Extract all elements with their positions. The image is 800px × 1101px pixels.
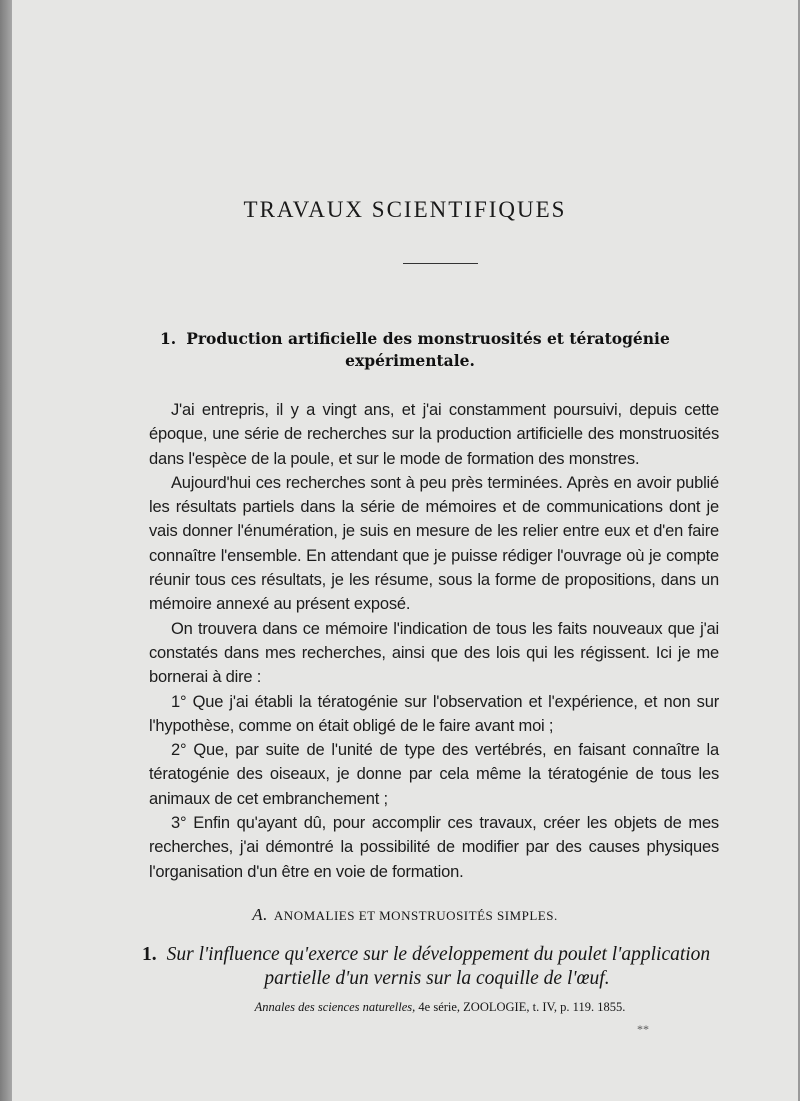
entry-citation bbox=[12, 1000, 798, 1015]
page-gutter-shadow bbox=[0, 0, 12, 1101]
document-page bbox=[12, 0, 798, 1101]
citation-journal: Annales des sciences naturelles, bbox=[254, 1000, 416, 1014]
paragraph: J'ai entrepris, il y a vingt ans, et j'ai constamment poursuivi, depuis cette époque, une série de recherches sur la production artificielle des monstruosités dans l'espèce de la poule, et sur le mode de formation des monstres. bbox=[149, 401, 719, 468]
subsection-letter: A. bbox=[252, 905, 268, 924]
section-number: 1. bbox=[160, 329, 177, 348]
subsection-label: ANOMALIES ET MONSTRUOSITÉS SIMPLES. bbox=[273, 908, 558, 923]
section-heading-line2: expérimentale. bbox=[345, 351, 475, 370]
entry-title-line2: partielle d'un vernis sur la coquille de l'œuf. bbox=[264, 968, 610, 989]
section-heading bbox=[160, 328, 720, 372]
title-divider bbox=[403, 263, 478, 264]
paragraph: Aujourd'hui ces recherches sont à peu près terminées. Après en avoir publié les résultats partiels dans la série de mémoires et de communications dont je vais donner l'énumération, je suis en mesure de les relier entre eux et d'en faire connaître l'ensemble. En attendant que je puisse rédiger l'ouvrage où je compte réunir tous ces résultats, je les résume, sous la forme de propositions, dans un mémoire annexé au présent exposé. bbox=[149, 473, 719, 614]
section-heading-line1: Production artificielle des monstruosités et tératogénie bbox=[186, 329, 670, 348]
entry-title bbox=[142, 943, 732, 991]
entry-title-line1: Sur l'influence qu'exerce sur le développement du poulet l'application bbox=[166, 944, 711, 965]
body-text bbox=[149, 398, 719, 884]
paragraph: On trouvera dans ce mémoire l'indication de tous les faits nouveaux que j'ai constatés dans mes recherches, ainsi que des lois qui les régissent. Ici je me bornerai à dire : bbox=[149, 619, 719, 687]
paragraph: 1° Que j'ai établi la tératogénie sur l'observation et l'expérience, et non sur l'hypothèse, comme on était obligé de le faire avant moi ; bbox=[149, 692, 719, 735]
signature-marks: ** bbox=[637, 1022, 649, 1036]
page-title: TRAVAUX SCIENTIFIQUES bbox=[243, 197, 567, 222]
entry-number: 1. bbox=[142, 944, 157, 965]
paragraph: 3° Enfin qu'ayant dû, pour accomplir ces travaux, créer les objets de mes recherches, j'ai démontré la possibilité de modifier par des causes physiques l'organisation d'un être en voie de formation. bbox=[149, 814, 719, 881]
paragraph: 2° Que, par suite de l'unité de type des vertébrés, en faisant connaître la tératogénie des oiseaux, je donne par cela même la tératogénie de tous les animaux de cet embranchement ; bbox=[149, 741, 719, 808]
citation-details: 4e série, ZOOLOGIE, t. IV, p. 119. 1855. bbox=[418, 1000, 626, 1014]
subsection-heading bbox=[12, 905, 798, 925]
